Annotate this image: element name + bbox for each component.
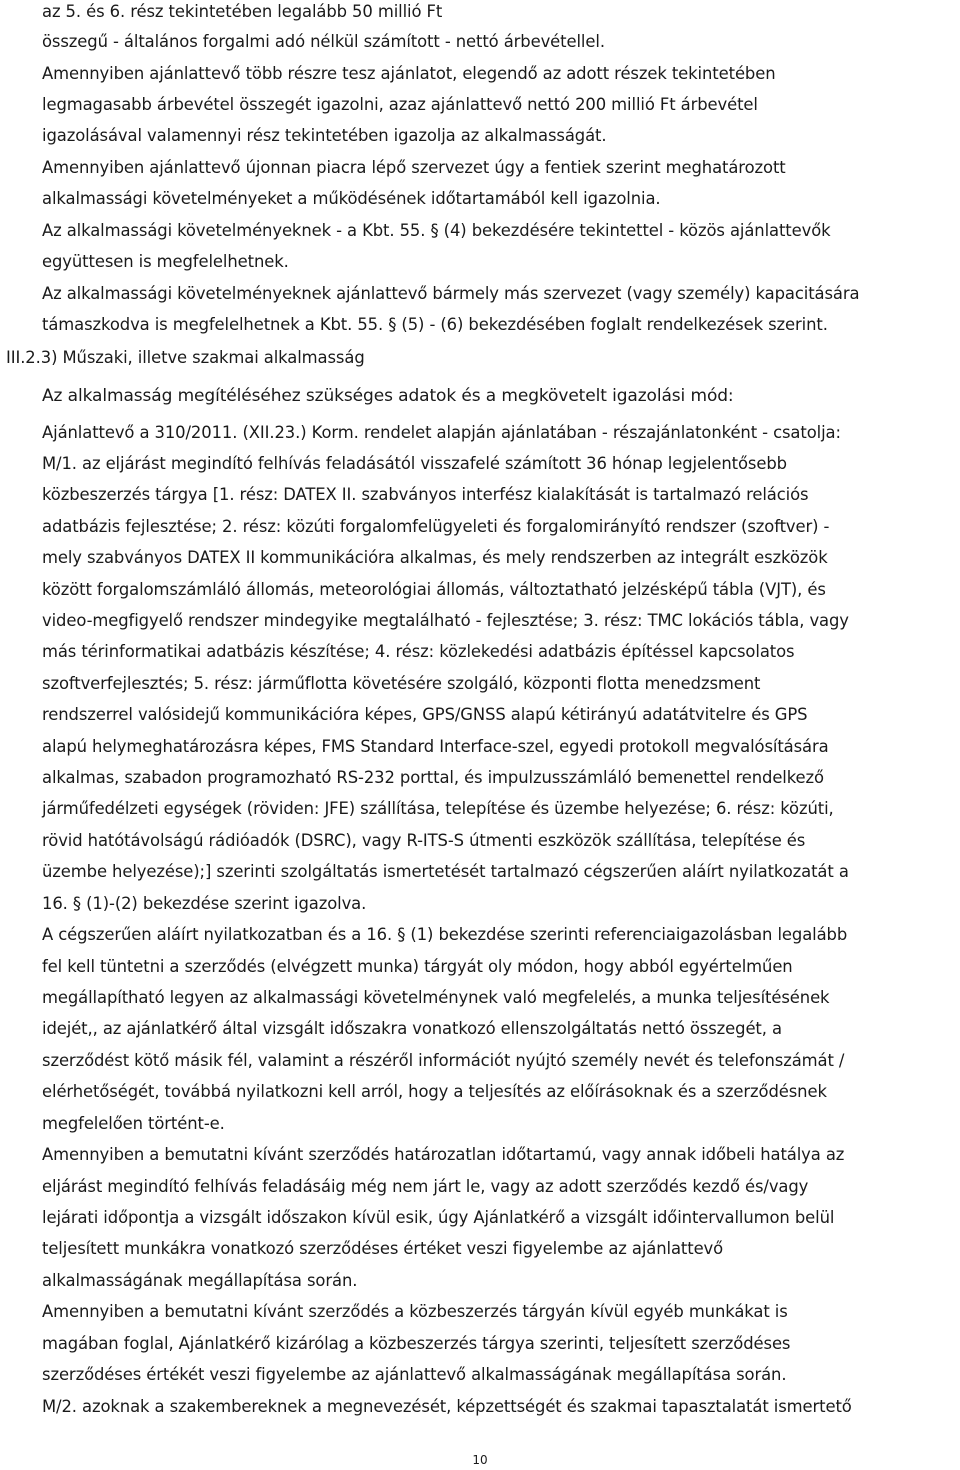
text-line: együttesen is megfelelhetnek. bbox=[42, 252, 289, 271]
text-line: összegű - általános forgalmi adó nélkül számított - nettó árbevétellel. bbox=[42, 32, 605, 51]
text-line: üzembe helyezése);] szerinti szolgáltatás ismertetését tartalmazó cégszerűen aláírt nyilatkozatát a bbox=[42, 862, 849, 881]
text-line: A cégszerűen aláírt nyilatkozatban és a 16. § (1) bekezdése szerinti referenciaigazolásban legalább bbox=[42, 925, 848, 944]
text-line: Amennyiben a bemutatni kívánt szerződés a közbeszerzés tárgyán kívül egyéb munkákat is bbox=[42, 1302, 788, 1321]
text-line: közbeszerzés tárgya [1. rész: DATEX II. szabványos interfész kialakítását is tartalmazó relációs bbox=[42, 485, 809, 504]
text-line: megfelelően történt-e. bbox=[42, 1114, 225, 1133]
text-line: idejét,, az ajánlatkérő által vizsgált időszakra vonatkozó ellenszolgáltatás nettó összegét, a bbox=[42, 1019, 782, 1038]
text-line: megállapítható legyen az alkalmassági követelménynek való megfelelés, a munka teljesítésének bbox=[42, 988, 830, 1007]
text-line: szoftverfejlesztés; 5. rész: járműflotta követésére szolgáló, központi flotta menedzsment bbox=[42, 674, 761, 693]
text-line: Ajánlattevő a 310/2011. (XII.23.) Korm. rendelet alapján ajánlatában - részajánlatonként - csatolja: bbox=[42, 423, 841, 442]
text-line: rövid hatótávolságú rádióadók (DSRC), vagy R-ITS-S útmenti eszközök szállítása, telepítése és bbox=[42, 831, 806, 850]
text-line: eljárást megindító felhívás feladásáig még nem járt le, vagy az adott szerződés kezdő és/vagy bbox=[42, 1177, 809, 1196]
text-line: alkalmasságának megállapítása során. bbox=[42, 1271, 358, 1290]
text-line: támaszkodva is megfelelhetnek a Kbt. 55. § (5) - (6) bekezdésében foglalt rendelkezések szerint. bbox=[42, 315, 828, 334]
text-line: Amennyiben a bemutatni kívánt szerződés határozatlan időtartamú, vagy annak időbeli hatálya az bbox=[42, 1145, 845, 1164]
text-line: mely szabványos DATEX II kommunikációra alkalmas, és mely rendszerben az integrált eszközök bbox=[42, 548, 828, 567]
text-line: M/1. az eljárást megindító felhívás feladásától visszafelé számított 36 hónap legjelentősebb bbox=[42, 454, 787, 473]
text-line: rendszerrel valósidejű kommunikációra képes, GPS/GNSS alapú kétirányú adatátvitelre és GPS bbox=[42, 705, 808, 724]
text-line: teljesített munkákra vonatkozó szerződéses értéket veszi figyelembe az ajánlattevő bbox=[42, 1239, 724, 1258]
text-line: Az alkalmassági követelményeknek - a Kbt. 55. § (4) bekezdésére tekintettel - közös ajánlattevők bbox=[42, 221, 831, 240]
text-line: Amennyiben ajánlattevő több részre tesz ajánlatot, elegendő az adott részek tekintetében bbox=[42, 64, 776, 83]
text-line: magában foglal, Ajánlatkérő kizárólag a közbeszerzés tárgya szerinti, teljesített szerződéses bbox=[42, 1334, 791, 1353]
text-line: M/2. azoknak a szakembereknek a megnevezését, képzettségét és szakmai tapasztalatát ismertető bbox=[42, 1397, 852, 1416]
text-line: adatbázis fejlesztése; 2. rész: közúti forgalomfelügyeleti és forgalomirányító rendszer (szoftver) - bbox=[42, 517, 830, 536]
text-line: között forgalomszámláló állomás, meteorológiai állomás, változtatható jelzésképű tábla (VJT), és bbox=[42, 580, 826, 599]
text-line: szerződést kötő másik fél, valamint a részéről információt nyújtó személy nevét és telefonszámát / bbox=[42, 1051, 845, 1070]
subheading: Az alkalmasság megítéléséhez szükséges adatok és a megkövetelt igazolási mód: bbox=[42, 386, 734, 406]
text-line: alkalmas, szabadon programozható RS-232 porttal, és impulzusszámláló bemenettel rendelkező bbox=[42, 768, 824, 787]
text-line: alapú helymeghatározásra képes, FMS Standard Interface-szel, egyedi protokoll megvalósítására bbox=[42, 737, 829, 756]
text-line: lejárati időpontja a vizsgált időszakon kívül esik, úgy Ajánlatkérő a vizsgált időintervallumon belül bbox=[42, 1208, 835, 1227]
text-line: Amennyiben ajánlattevő újonnan piacra lépő szervezet úgy a fentiek szerint meghatározott bbox=[42, 158, 786, 177]
text-line: video-megfigyelő rendszer mindegyike megtalálható - fejlesztése; 3. rész: TMC lokációs tábla, vagy bbox=[42, 611, 849, 630]
text-line: Az alkalmassági követelményeknek ajánlattevő bármely más szervezet (vagy személy) kapacitására bbox=[42, 284, 860, 303]
text-line: elérhetőségét, továbbá nyilatkozni kell arról, hogy a teljesítés az előírásoknak és a szerződésnek bbox=[42, 1082, 827, 1101]
text-line: az 5. és 6. rész tekintetében legalább 50 millió Ft bbox=[42, 2, 443, 21]
text-line: alkalmassági követelményeket a működésének időtartamából kell igazolnia. bbox=[42, 189, 661, 208]
text-line: 16. § (1)-(2) bekezdése szerint igazolva. bbox=[42, 894, 367, 913]
section-heading: III.2.3) Műszaki, illetve szakmai alkalmasság bbox=[6, 348, 365, 367]
text-line: igazolásával valamennyi rész tekintetében igazolja az alkalmasságát. bbox=[42, 126, 607, 145]
page-number: 10 bbox=[472, 1453, 488, 1467]
text-line: más térinformatikai adatbázis készítése; 4. rész: közlekedési adatbázis építéssel kapcsolatos bbox=[42, 642, 795, 661]
text-line: szerződéses értékét veszi figyelembe az ajánlattevő alkalmasságának megállapítása során. bbox=[42, 1365, 787, 1384]
text-line: járműfedélzeti egységek (röviden: JFE) szállítása, telepítése és üzembe helyezése; 6. rész: közúti, bbox=[42, 799, 834, 818]
text-line: legmagasabb árbevétel összegét igazolni, azaz ajánlattevő nettó 200 millió Ft árbevétel bbox=[42, 95, 758, 114]
text-line: fel kell tüntetni a szerződés (elvégzett munka) tárgyát oly módon, hogy abból egyértelműen bbox=[42, 957, 793, 976]
